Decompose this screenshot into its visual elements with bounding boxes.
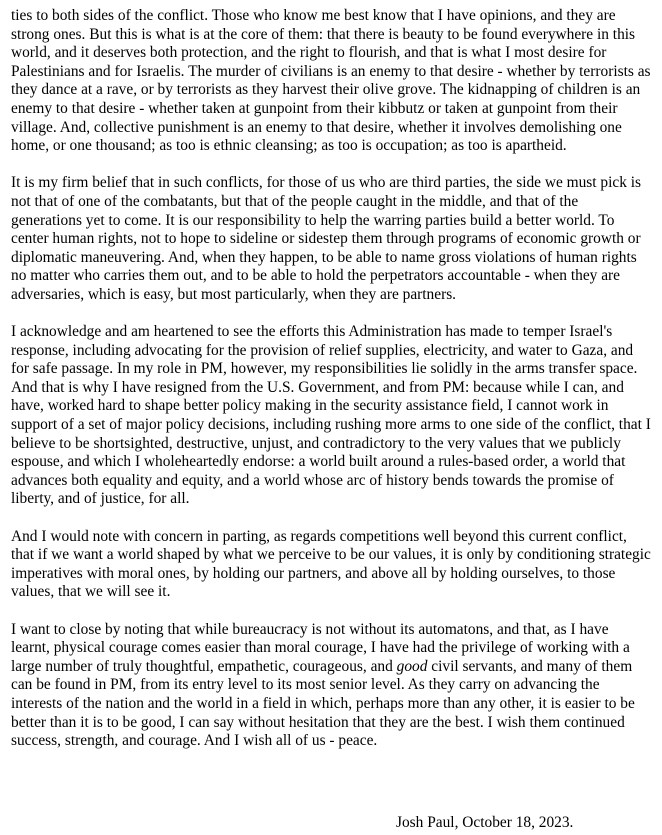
paragraph-closing — [11, 621, 651, 751]
closing-text-start: I want to close by noting that while bureaucracy is not without its automatons, and that, as I have learnt, physical courage comes easier than moral courage, I have had the privilege of working with a large number of truly thoughtful, empathetic, courageous, and — [11, 620, 630, 675]
closing-text-end: civil servants, and many of them can be found in PM, from its entry level to its most senior level. As they carry on advancing the interests of the nation and the world in a field in which, perhaps more than any other, it is easier to be better than it is to be good, I can say without hesitation that they are the best. I wish them continued success, strength, and courage. And I wish all of us - peace. — [11, 657, 635, 750]
letter-body — [11, 7, 651, 769]
paragraph-resignation: I acknowledge and am heartened to see the efforts this Administration has made to temper Israel's response, including advocating for the provision of relief supplies, electricity, and water to Gaza, and for safe passage. In my role in PM, however, my responsibilities lie solidly in the arms transfer space. And that is why I have resigned from the U.S. Government, and from PM: because while I can, and have, worked hard to shape better policy making in the security assistance field, I cannot work in support of a set of major policy decisions, including rushing more arms to one side of the conflict, that I believe to be shortsighted, destructive, unjust, and contradictory to the very values that we publicly espouse, and which I wholeheartedly endorse: a world built around a rules-based order, a world that advances both equality and equity, and a world whose arc of history bends towards the promise of liberty, and of justice, for all. — [11, 323, 651, 508]
paragraph-core-values: ties to both sides of the conflict. Those who know me best know that I have opinions, and they are strong ones. But this is what is at the core of them: that there is beauty to be found everywhere in this world, and it deserves both protection, and the right to flourish, and that is what I most desire for Palestinians and for Israelis. The murder of civilians is an enemy to that desire - whether by terrorists as they dance at a rave, or by terrorists as they harvest their olive grove. The kidnapping of children is an enemy to that desire - whether taken at gunpoint from their kibbutz or taken at gunpoint from their village. And, collective punishment is an enemy to that desire, whether it involves demolishing one home, or one thousand; as too is ethnic cleansing; as too is occupation; as too is apartheid. — [11, 7, 651, 155]
paragraph-concern: And I would note with concern in parting, as regards competitions well beyond this current conflict, that if we want a world shaped by what we perceive to be our values, it is only by conditioning strategic imperatives with moral ones, by holding our partners, and above all by holding ourselves, to those values, that we will see it. — [11, 527, 651, 601]
closing-emphasis: good — [396, 657, 428, 675]
paragraph-third-parties: It is my firm belief that in such conflicts, for those of us who are third parties, the side we must pick is not that of one of the combatants, but that of the people caught in the middle, and that of the generations yet to come. It is our responsibility to help the warring parties build a better world. To center human rights, not to hope to sideline or sidestep them through programs of economic growth or diplomatic maneuvering. And, when they happen, to be able to name gross violations of human rights no matter who carries them out, and to be able to hold the perpetrators accountable - when they are adversaries, which is easy, but most particularly, when they are partners. — [11, 174, 642, 303]
signature-line: Josh Paul, October 18, 2023. — [396, 814, 574, 831]
